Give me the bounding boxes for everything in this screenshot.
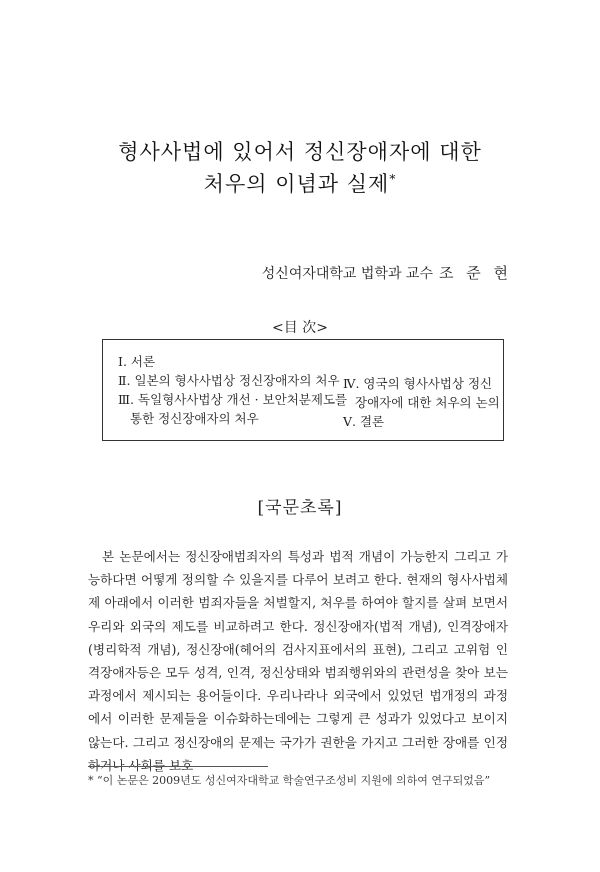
author-name: 조 준 현 — [438, 264, 512, 282]
toc-item-3-text: Ⅲ. 독일형사사법상 개선 · 보안처분제도를 — [118, 392, 348, 407]
toc-item-5-text: Ⅴ. 결론 — [343, 414, 385, 429]
toc-item-1-text: Ⅰ. 서론 — [118, 354, 156, 369]
paper-title-line-1 — [0, 136, 600, 166]
toc-item-5 — [343, 412, 503, 431]
toc-heading: <目 次> — [272, 320, 328, 336]
abstract-paragraph: 본 논문에서는 정신장애범죄자의 특성과 법적 개념이 가능한지 그리고 가능하다면 어떻게 정의할 수 있을지를 다루어 보려고 한다. 현재의 형사사법체제 아래에서 이러한 범죄자들을 처벌할지, 처우를 하여야 할지를 살펴 보면서 우리와 외국의 제도를 비교하려고 한다. 정신장애자(법적 개념), 인격장애자(병리학적 개념), 정신장애(헤어의 검사지표에서의 표현), 그리고 고위험 인격장애자등은 모두 성격, 인격, 정신상태와 범죄행위와의 관련성을 찾아 보는 과정에서 제시되는 용어들이다. 우리나라나 외국에서 있었던 법개정의 과정에서 이러한 문제들을 이슈화하는데에는 그렇게 큰 성과가 있었다고 보이지 않는다. 그리고 정신장애의 문제는 국가가 권한을 가지고 그러한 장애를 인정하거나 사회를 보호 — [88, 549, 508, 773]
toc-item-2 — [118, 371, 343, 390]
title-line-1-text: 형사사법에 있어서 정신장애자에 대한 — [118, 140, 482, 164]
toc-item-4 — [343, 374, 503, 412]
author-affiliation: 성신여자대학교 법학과 교수 — [261, 266, 433, 282]
abstract-body — [88, 545, 508, 777]
toc-item-4-text: Ⅳ. 영국의 형사사법상 정신 — [343, 376, 493, 391]
abstract-heading: [국문초록] — [257, 498, 343, 518]
table-of-contents — [102, 339, 504, 441]
toc-item-3-continuation: 통한 정신장애자의 처우 — [130, 411, 259, 426]
footnote-divider — [88, 766, 268, 767]
author-line — [262, 262, 512, 283]
title-line-2-text: 처우의 이념과 실제 — [203, 172, 390, 196]
title-footnote-mark: * — [389, 172, 397, 186]
paper-title-line-2 — [0, 168, 600, 198]
toc-item-1 — [118, 352, 343, 371]
toc-item-2-text: Ⅱ. 일본의 형사사법상 정신장애자의 처우 — [118, 373, 340, 388]
toc-item-3 — [118, 390, 348, 428]
toc-left-column — [118, 352, 348, 428]
footnote: * “이 논문은 2009년도 성신여자대학교 학술연구조성비 지원에 의하여 연구되었음” — [88, 774, 491, 787]
toc-right-column — [343, 374, 503, 431]
toc-item-4-continuation: 장애자에 대한 처우의 논의 — [355, 395, 500, 410]
